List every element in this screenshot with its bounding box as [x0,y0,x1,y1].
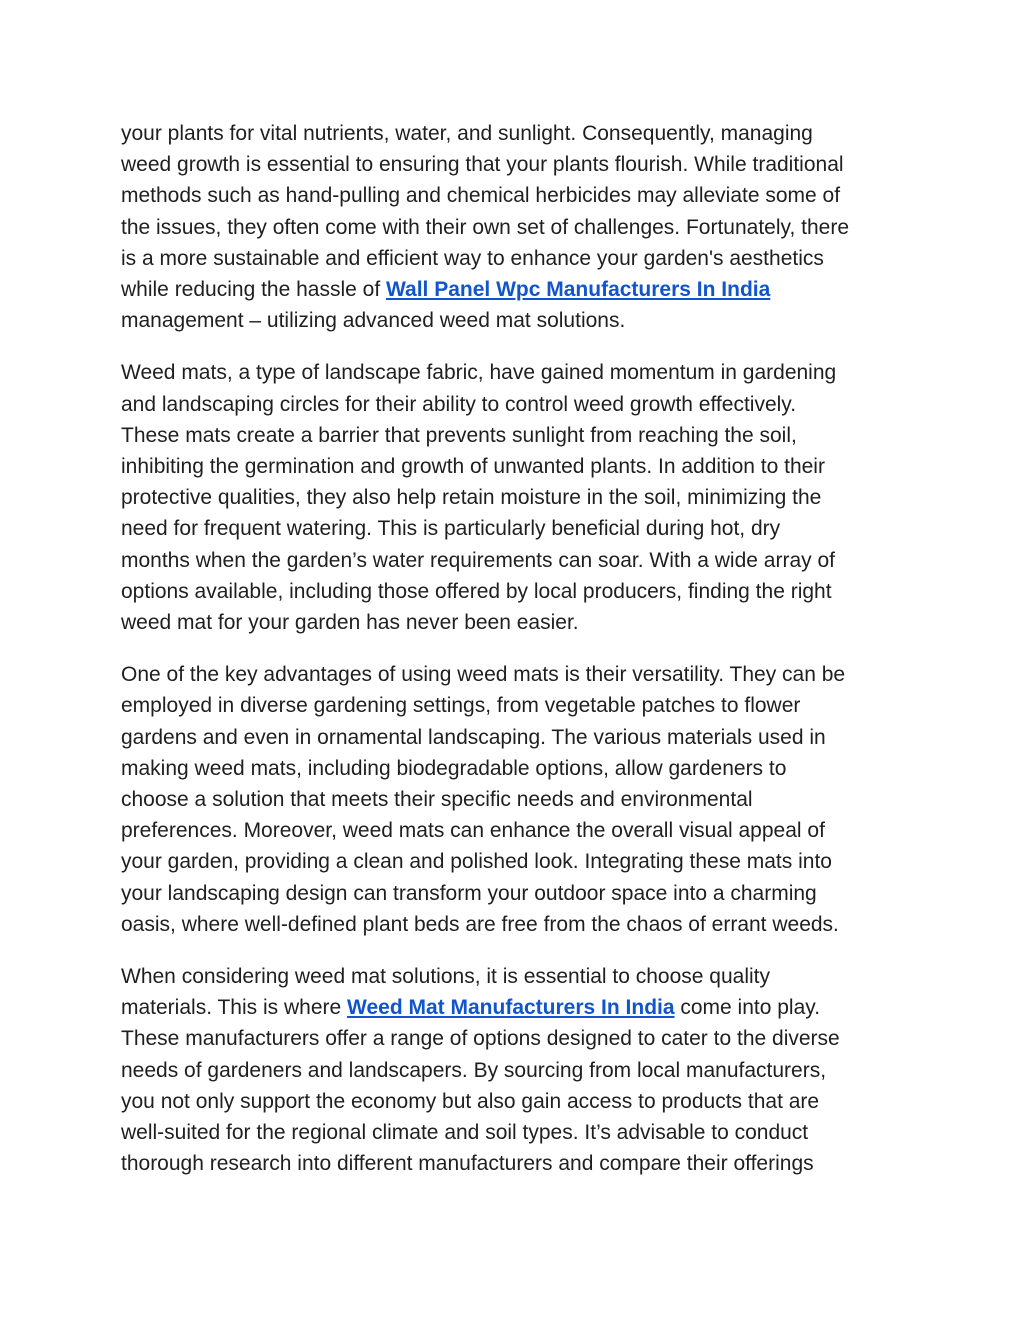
text-line: One of the key advantages of using weed mats is their versatility. They can be [121,663,846,687]
text-fragment: materials. This is where [121,996,348,1020]
weed-mat-manufacturers-link[interactable]: Weed Mat Manufacturers In India [347,996,675,1020]
wall-panel-wpc-manufacturers-link[interactable]: Wall Panel Wpc Manufacturers In India [386,278,771,302]
text-line: oasis, where well-defined plant beds are free from the chaos of errant weeds. [121,912,839,936]
text-line: months when the garden’s water requirements can soar. With a wide array of [121,548,835,572]
text-line: making weed mats, including biodegradable options, allow gardeners to [121,756,787,780]
text-line-with-link [121,274,911,305]
text-line: weed mat for your garden has never been easier. [121,611,579,635]
text-line: Weed mats, a type of landscape fabric, have gained momentum in gardening [121,361,837,385]
text-line: methods such as hand-pulling and chemical herbicides may alleviate some of [121,184,841,208]
text-line: These mats create a barrier that prevents sunlight from reaching the soil, [121,423,797,447]
paragraph-2 [121,357,911,638]
text-line: options available, including those offered by local producers, finding the right [121,579,832,603]
text-line: preferences. Moreover, weed mats can enhance the overall visual appeal of [121,819,825,843]
paragraph-4 [121,961,911,1179]
paragraph-1 [121,118,911,336]
text-line: management – utilizing advanced weed mat solutions. [121,309,626,333]
text-line: These manufacturers offer a range of options designed to cater to the diverse [121,1027,840,1051]
text-line: you not only support the economy but also gain access to products that are [121,1089,820,1113]
text-line: When considering weed mat solutions, it is essential to choose quality [121,965,771,989]
text-line: is a more sustainable and efficient way to enhance your garden's aesthetics [121,246,824,270]
text-line: your landscaping design can transform your outdoor space into a charming [121,881,817,905]
text-line: well-suited for the regional climate and soil types. It’s advisable to conduct [121,1121,809,1145]
text-line: inhibiting the germination and growth of unwanted plants. In addition to their [121,455,825,479]
paragraph-3 [121,659,911,940]
text-line: gardens and even in ornamental landscaping. The various materials used in [121,725,826,749]
text-line: needs of gardeners and landscapers. By sourcing from local manufacturers, [121,1058,827,1082]
text-line-with-link [121,992,911,1023]
text-fragment: while reducing the hassle of [121,278,386,302]
text-line: weed growth is essential to ensuring that your plants flourish. While traditional [121,153,844,177]
text-line: and landscaping circles for their ability to control weed growth effectively. [121,392,797,416]
text-fragment: come into play. [674,996,821,1020]
text-line: choose a solution that meets their specific needs and environmental [121,788,753,812]
text-line: thorough research into different manufacturers and compare their offerings [121,1152,814,1176]
text-line: your plants for vital nutrients, water, and sunlight. Consequently, managing [121,122,813,145]
text-line: the issues, they often come with their own set of challenges. Fortunately, there [121,215,849,239]
text-line: need for frequent watering. This is particularly beneficial during hot, dry [121,517,781,541]
text-line: employed in diverse gardening settings, from vegetable patches to flower [121,694,801,718]
document-page [121,118,911,1201]
text-line: protective qualities, they also help retain moisture in the soil, minimizing the [121,486,822,510]
text-line: your garden, providing a clean and polished look. Integrating these mats into [121,850,832,874]
